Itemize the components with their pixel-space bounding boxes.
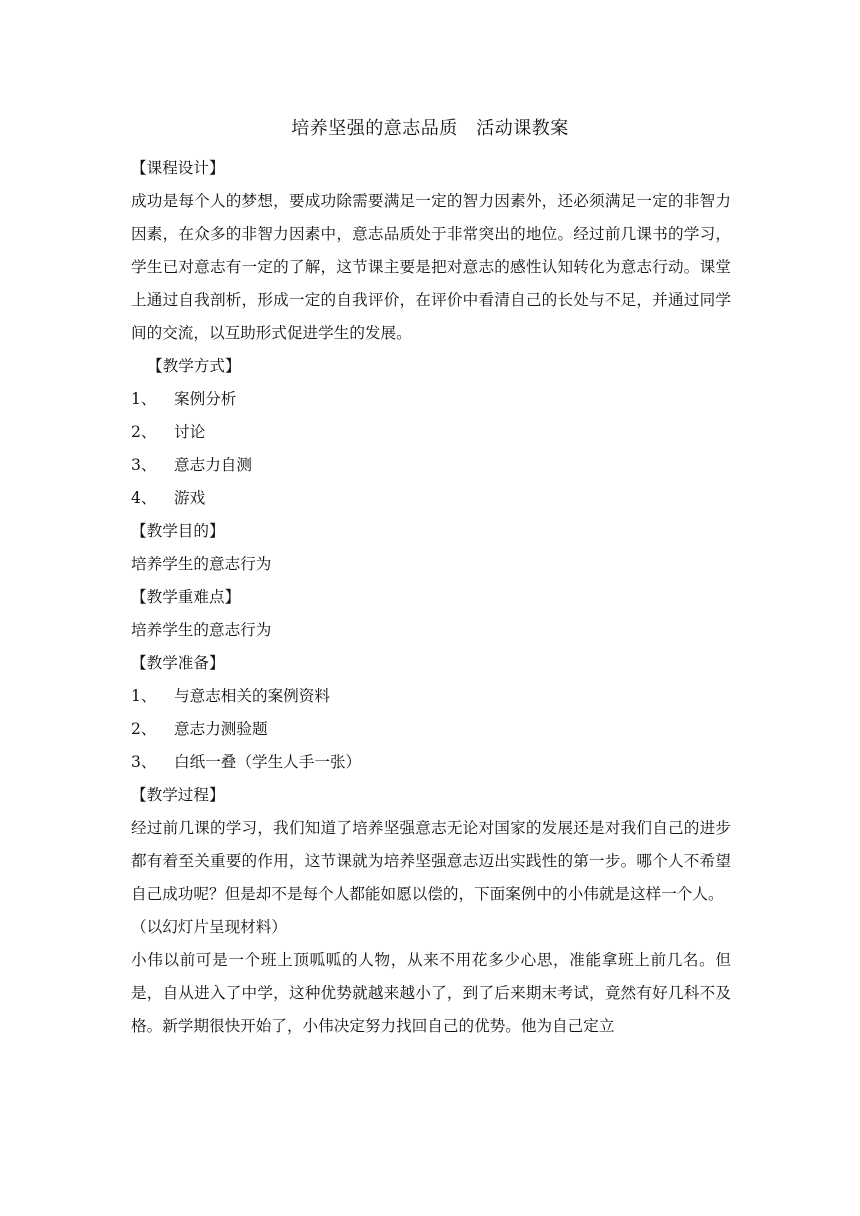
list-item-text: 讨论 xyxy=(174,423,206,441)
objective-text: 培养学生的意志行为 xyxy=(131,555,272,573)
course-design-heading: 【课程设计】 xyxy=(131,159,225,177)
list-item-number: 2、 xyxy=(131,720,157,738)
document-title: 培养坚强的意志品质 活动课教案 xyxy=(291,118,569,139)
document-body xyxy=(131,152,731,1043)
list-item-number: 3、 xyxy=(131,456,157,474)
list-item xyxy=(131,449,731,482)
slide-note: （以幻灯片呈现材料） xyxy=(131,918,287,936)
list-item xyxy=(131,746,731,779)
list-item xyxy=(131,416,731,449)
preparation-heading: 【教学准备】 xyxy=(131,654,225,672)
list-item-number: 2、 xyxy=(131,423,157,441)
list-item xyxy=(131,482,731,515)
list-item-number: 3、 xyxy=(131,753,157,771)
list-item-text: 意志力测验题 xyxy=(174,720,268,738)
list-item-number: 4、 xyxy=(131,489,157,507)
list-item xyxy=(131,680,731,713)
teaching-methods-heading: 【教学方式】 xyxy=(147,357,241,375)
key-points-text: 培养学生的意志行为 xyxy=(131,621,272,639)
key-points-heading: 【教学重难点】 xyxy=(131,588,241,606)
list-item xyxy=(131,383,731,416)
list-item-number: 1、 xyxy=(131,687,157,705)
list-item-text: 意志力自测 xyxy=(174,456,252,474)
list-item-number: 1、 xyxy=(131,390,157,408)
list-item xyxy=(131,713,731,746)
course-design-paragraph: 成功是每个人的梦想，要成功除需要满足一定的智力因素外，还必须满足一定的非智力因素，在众多的非智力因素中，意志品质处于非常突出的地位。经过前几课书的学习，学生已对意志有一定的了解，这节课主要是把对意志的感性认知转化为意志行动。课堂上通过自我剖析，形成一定的自我评价，在评价中看清自己的长处与不足，并通过同学间的交流，以互助形式促进学生的发展。 xyxy=(131,192,731,342)
list-item-text: 游戏 xyxy=(174,489,206,507)
list-item-text: 与意志相关的案例资料 xyxy=(174,687,330,705)
list-item-text: 案例分析 xyxy=(174,390,237,408)
list-item-text: 白纸一叠（学生人手一张） xyxy=(174,753,362,771)
process-heading: 【教学过程】 xyxy=(131,786,225,804)
process-paragraph: 经过前几课的学习，我们知道了培养坚强意志无论对国家的发展还是对我们自己的进步都有着至关重要的作用，这节课就为培养坚强意志迈出实践性的第一步。哪个人不希望自己成功呢？但是却不是每个人都能如愿以偿的，下面案例中的小伟就是这样一个人。 xyxy=(131,819,731,903)
case-paragraph: 小伟以前可是一个班上顶呱呱的人物，从来不用花多少心思，准能拿班上前几名。但是，自从进入了中学，这种优势就越来越小了，到了后来期末考试，竟然有好几科不及格。新学期很快开始了，小伟决定努力找回自己的优势。他为自己定立 xyxy=(131,951,731,1035)
objective-heading: 【教学目的】 xyxy=(131,522,225,540)
